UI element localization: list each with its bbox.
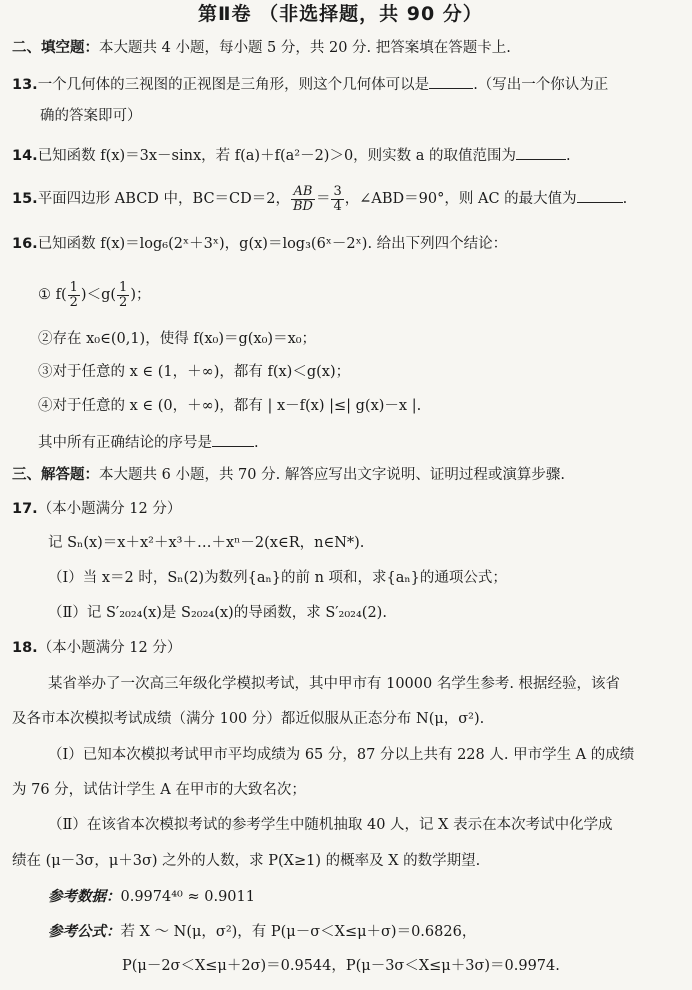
question-18-stem2: 及各市本次模拟考试成绩（满分 100 分）都近似服从正态分布 N(μ，σ²). — [12, 711, 485, 727]
reference-data-label: 参考数据： — [48, 889, 121, 905]
page-title: 第Ⅱ卷 （非选择题，共 90 分） — [198, 3, 483, 25]
question-18-part2a: （Ⅱ）在该省本次模拟考试的参考学生中随机抽取 40 人，记 X 表示在本次考试中化学成 — [48, 817, 613, 833]
question-text: 平面四边形 ABCD 中，BC＝CD＝2， — [37, 191, 290, 207]
question-13 — [12, 72, 608, 95]
conclusion-4: ④对于任意的 x ∈ (0，＋∞)，都有 | x－f(x) |≤| g(x)－x |. — [38, 398, 422, 414]
equals-sign: ＝ — [315, 191, 331, 207]
question-18 — [12, 638, 181, 658]
answer-blank[interactable] — [577, 186, 623, 203]
question-17-def: 记 Sₙ(x)＝x＋x²＋x³＋…＋xⁿ－2(x∈R，n∈N*). — [48, 535, 365, 551]
question-score: （本小题满分 12 分） — [37, 640, 182, 656]
fraction-half: $\frac{1}{2}$ — [69, 279, 78, 310]
fraction-3-4: $\frac{3}{4}$ — [333, 183, 342, 214]
question-score: （本小题满分 12 分） — [37, 501, 182, 517]
question-13-line2: 确的答案即可） — [40, 108, 142, 124]
conclusion-3: ③对于任意的 x ∈ (1，＋∞)，都有 f(x)＜g(x)； — [38, 364, 351, 380]
question-end: . — [622, 191, 628, 207]
question-17-part2: （Ⅱ）记 S′₂₀₂₄(x)是 S₂₀₂₄(x)的导函数，求 S′₂₀₂₄(2). — [48, 605, 387, 621]
question-18-part1b: 为 76 分，试估计学生 A 在甲市的大致名次； — [12, 782, 306, 798]
question-text-cont: ，∠ABD＝90°，则 AC 的最大值为 — [344, 191, 577, 207]
question-text: 一个几何体的三视图的正视图是三角形，则这个几何体可以是 — [37, 77, 430, 93]
question-text-cont: .（写出一个你认为正 — [473, 77, 609, 93]
question-17-part1: （Ⅰ）当 x＝2 时，Sₙ(2)为数列{aₙ}的前 n 项和，求{aₙ}的通项公式； — [48, 570, 507, 586]
section-description: 本大题共 4 小题，每小题 5 分，共 20 分. 把答案填在答题卡上. — [99, 40, 511, 56]
conclusion-2: ②存在 x₀∈(0,1)，使得 f(x₀)＝g(x₀)＝x₀； — [38, 331, 317, 347]
conclusion-1: ① f( $\frac{1}{2}$ )＜g( $\frac{1}{2}$ )； — [38, 279, 151, 310]
question-17 — [12, 499, 181, 519]
answer-blank[interactable] — [516, 143, 566, 160]
question-16 — [12, 234, 507, 254]
question-number: 14. — [12, 148, 38, 164]
question-end: . — [566, 148, 571, 164]
question-18-part1a: （Ⅰ）已知本次模拟考试甲市平均成绩为 65 分，87 分以上共有 228 人. 甲市学生 A 的成绩 — [48, 747, 635, 763]
question-number: 16. — [12, 236, 38, 252]
section-heading-fill-in — [12, 38, 511, 58]
reference-formula-label: 参考公式： — [48, 924, 121, 940]
question-18-part2b: 绩在 (μ－3σ，μ＋3σ) 之外的人数，求 P(X≥1) 的概率及 X 的数学期望. — [12, 853, 481, 869]
reference-formula-line1: 若 X ～ N(μ，σ²)，有 P(μ－σ＜X≤μ＋σ)＝0.6826， — [120, 924, 477, 940]
question-15 — [12, 184, 627, 214]
question-16-ask: 其中所有正确结论的序号是 . — [38, 430, 259, 453]
question-text: 已知函数 f(x)＝log₆(2ˣ＋3ˣ)，g(x)＝log₃(6ˣ－2ˣ). 给出下列四个结论： — [37, 236, 508, 252]
reference-formula — [48, 922, 476, 942]
section-description: 本大题共 6 小题，共 70 分. 解答应写出文字说明、证明过程或演算步骤. — [99, 467, 565, 483]
answer-blank[interactable] — [212, 430, 254, 447]
section-heading-solutions — [12, 465, 565, 485]
reference-formula-line2: P(μ－2σ＜X≤μ＋2σ)＝0.9544，P(μ－3σ＜X≤μ＋3σ)＝0.9974. — [122, 958, 560, 974]
fraction-half: $\frac{1}{2}$ — [119, 279, 128, 310]
question-18-stem1: 某省举办了一次高三年级化学模拟考试，其中甲市有 10000 名学生参考. 根据经验，该省 — [48, 676, 621, 692]
reference-data — [48, 887, 255, 907]
question-number: 18. — [12, 640, 38, 656]
fraction-ab-bd: $\frac{AB}{BD}$ — [293, 183, 313, 214]
reference-data-value: 0.9974⁴⁰ ≈ 0.9011 — [120, 889, 255, 905]
section-label: 三、解答题： — [12, 467, 99, 483]
question-number: 17. — [12, 501, 38, 517]
answer-blank[interactable] — [429, 72, 473, 89]
section-label: 二、填空题： — [12, 40, 99, 56]
question-number: 15. — [12, 191, 38, 207]
question-14 — [12, 143, 571, 166]
question-number: 13. — [12, 77, 38, 93]
question-text: 已知函数 f(x)＝3x－sinx，若 f(a)＋f(a²－2)＞0，则实数 a 的取值范围为 — [37, 148, 517, 164]
